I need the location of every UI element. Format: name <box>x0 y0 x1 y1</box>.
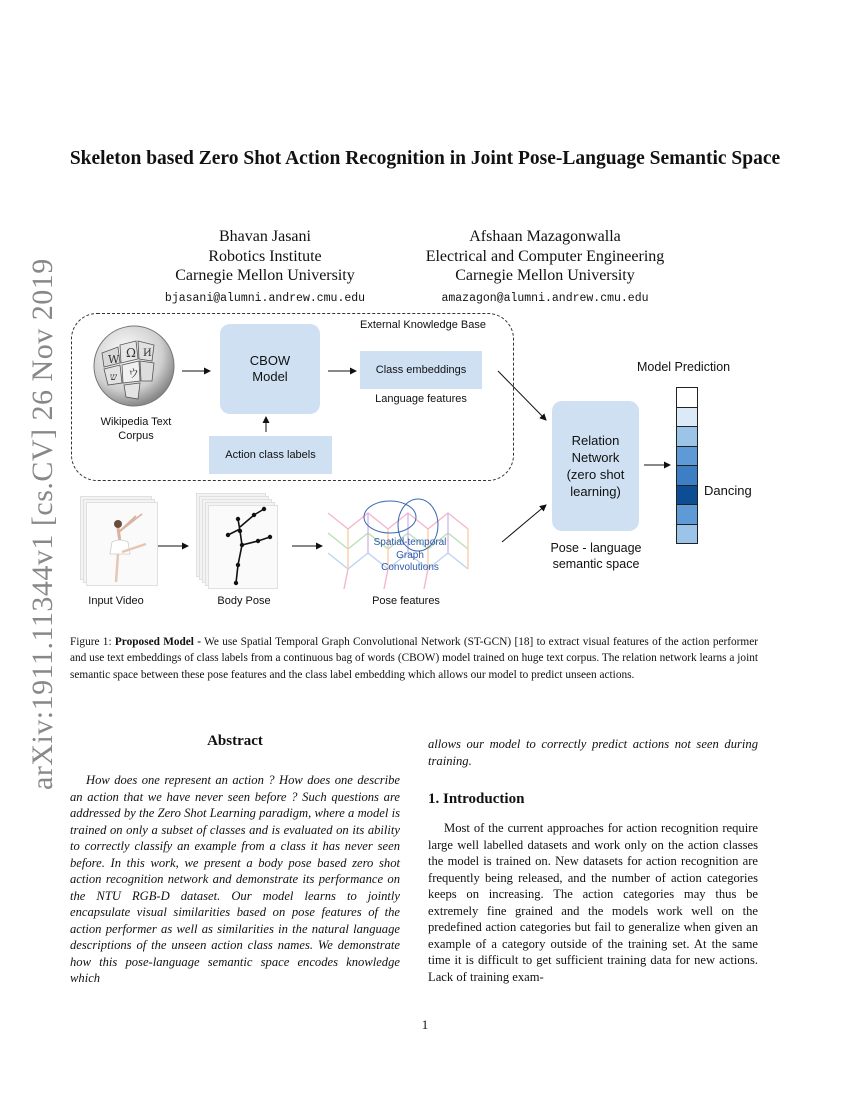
cbow-model-label: Model <box>252 369 288 384</box>
stgcn-label-line-3: Convolutions <box>381 562 439 573</box>
author-affiliation: Robotics Institute <box>208 247 322 265</box>
author-affiliation: Carnegie Mellon University <box>175 267 355 284</box>
page-number: 1 <box>421 1017 429 1032</box>
predicted-class-label: Dancing <box>704 483 752 498</box>
author-affiliation: Electrical and Computer Engineering <box>425 247 665 265</box>
stgcn-label-line-2: Graph <box>396 549 424 561</box>
wikipedia-label-line-1: Wikipedia Text <box>100 416 172 428</box>
author-email[interactable]: bjasani@alumni.andrew.cmu.edu <box>164 291 366 305</box>
caption-bold: Proposed Model - <box>114 636 202 648</box>
author-name: Afshaan Mazagonwalla <box>469 228 621 245</box>
author-name: Bhavan Jasani <box>219 228 311 245</box>
caption-label: Figure 1: <box>70 636 112 648</box>
figure-caption <box>70 634 758 683</box>
model-prediction-label: Model Prediction <box>637 360 731 374</box>
wikipedia-label-line-2: Corpus <box>118 430 154 442</box>
relation-network-box: Relation Network (zero shot learning) <box>552 401 639 531</box>
stgcn-label-line-1: Spatial-temporal <box>373 537 447 548</box>
svg-text:W: W <box>108 353 120 366</box>
pose-language-line-1: Pose - language <box>550 541 642 555</box>
language-features-label: Language features <box>375 393 467 405</box>
abstract-text: How does one represent an action ? How does one describe an action that we have never seen before ? Such questions are addressed by the Zero Shot Learning paradigm, where a model is trained on only a subset of classes and is evaluated on its ability to correctly classify an example from a class it has never seen before. In this work, we present a body pose based zero shot action recognition network and demonstrate its performance on the NTU RGB-D dataset. Our model learns to jointly encapsulate visual similarities based on pose features of the action performer as well as similarities in the natural language descriptions of the unseen action class names. We demonstrate how this pose-language semantic space encodes knowledge which <box>70 773 400 985</box>
abstract-heading: Abstract <box>207 733 263 749</box>
introduction-heading: 1. Introduction <box>428 791 525 807</box>
author-email[interactable]: amazagon@alumni.andrew.cmu.edu <box>441 291 649 305</box>
arrow-embeddings-to-relation <box>498 371 546 420</box>
paper-title: Skeleton based Zero Shot Action Recognition in Joint Pose-Language Semantic Space <box>69 148 781 169</box>
action-class-labels-box: Action class labels <box>209 436 332 474</box>
body-pose-label: Body Pose <box>217 595 271 607</box>
input-video-label: Input Video <box>88 595 144 607</box>
author-affiliation: Carnegie Mellon University <box>455 267 635 284</box>
class-embeddings-box: Class embeddings <box>360 351 482 389</box>
svg-text:ウ: ウ <box>128 367 139 380</box>
external-knowledge-base-label: External Knowledge Base <box>360 319 486 331</box>
pose-features-label: Pose features <box>372 595 440 607</box>
abstract-continuation: allows our model to correctly predict actions not seen during training. <box>428 737 758 768</box>
abstract-section <box>70 733 400 987</box>
caption-text: We use Spatial Temporal Graph Convolutional Network (ST-GCN) [18] to extract visual features of the action performer and use text embeddings of class labels from a continuous bag of words (CBOW) model trained on huge text corpus. The relation network learns a joint semantic space between these pose features and the class label embedding which allows our model to predict unseen actions. <box>70 636 758 681</box>
introduction-text: Most of the current approaches for action recognition require large well labelled datasets and work only on the action classes the model is trained on. New datasets for action recognition are frequently being released, and the number of action categories keeps on increasing. The action categories may thus be extremely fine grained and the models work well on the predefined action categories but fail to generalize when given an example of a category outside of the training set. At the same time it is difficult to get sufficient training data for new actions. Lack of training exam- <box>428 821 758 984</box>
svg-text:ש: ש <box>110 372 118 383</box>
right-column <box>428 736 758 985</box>
arxiv-identifier: arXiv:1911.11344v1 [cs.CV] 26 Nov 2019 <box>26 258 59 790</box>
svg-text:Ω: Ω <box>126 346 136 360</box>
svg-text:И: И <box>143 348 152 359</box>
cbow-label: CBOW <box>249 353 291 368</box>
arrow-features-to-relation <box>502 505 546 542</box>
pose-language-line-2: semantic space <box>552 557 640 571</box>
